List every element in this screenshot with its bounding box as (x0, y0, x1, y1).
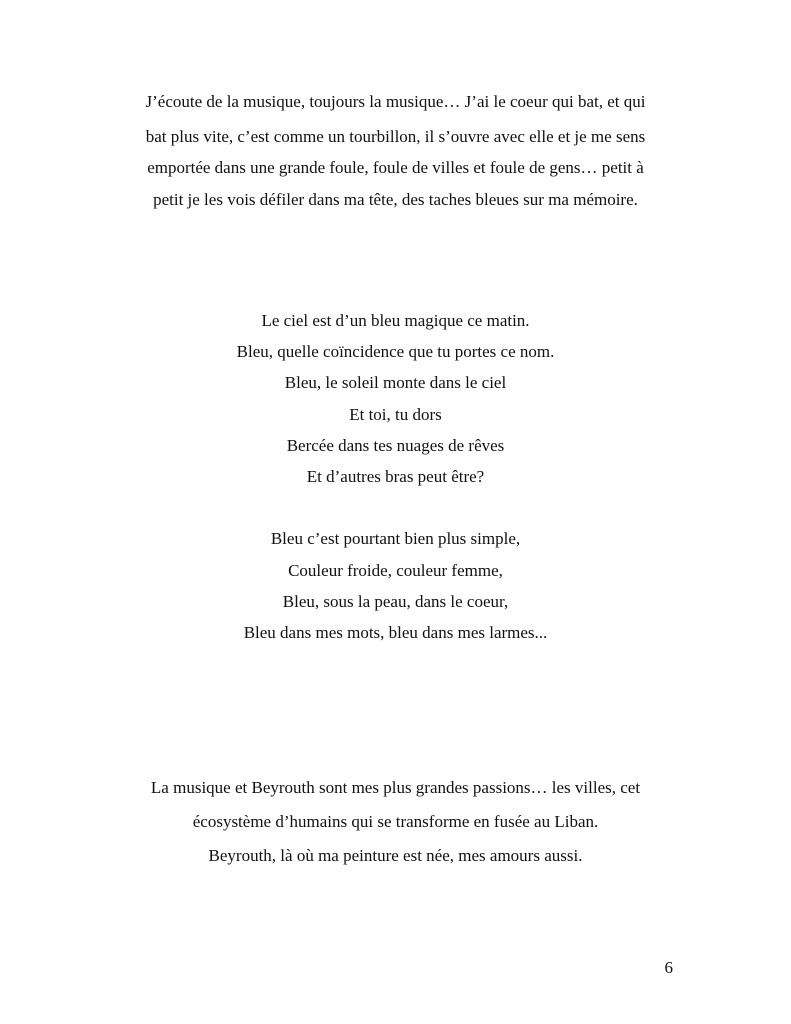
poem-line: Bleu dans mes mots, bleu dans mes larmes... (243, 623, 548, 642)
poem-line: Couleur froide, couleur femme, (288, 561, 503, 580)
poem-line: Bleu, quelle coïncidence que tu portes ce nom. (236, 342, 555, 361)
intro-line: bat plus vite, c’est comme un tourbillon, il s’ouvre avec elle et je me sens (145, 127, 646, 146)
closing-line: Beyrouth, là où ma peinture est née, mes amours aussi. (208, 846, 583, 865)
poem-line: Bleu, sous la peau, dans le coeur, (282, 592, 509, 611)
intro-line: J’écoute de la musique, toujours la musique… J’ai le coeur qui bat, et qui (145, 92, 646, 111)
poem-line: Bercée dans tes nuages de rêves (286, 436, 505, 455)
poem-line: Bleu c’est pourtant bien plus simple, (270, 529, 521, 548)
poem-line: Bleu, le soleil monte dans le ciel (284, 373, 507, 392)
poem-line: Et d’autres bras peut être? (306, 467, 485, 486)
poem-line: Le ciel est d’un bleu magique ce matin. (261, 311, 530, 330)
closing-line: écosystème d’humains qui se transforme en fusée au Liban. (192, 812, 599, 831)
poem-line: Et toi, tu dors (349, 405, 442, 424)
intro-line: petit je les vois défiler dans ma tête, des taches bleues sur ma mémoire. (153, 190, 638, 209)
page-number: 6 (664, 958, 673, 977)
closing-line: La musique et Beyrouth sont mes plus grandes passions… les villes, cet (150, 778, 641, 797)
intro-line: emportée dans une grande foule, foule de villes et foule de gens… petit à (147, 158, 644, 177)
